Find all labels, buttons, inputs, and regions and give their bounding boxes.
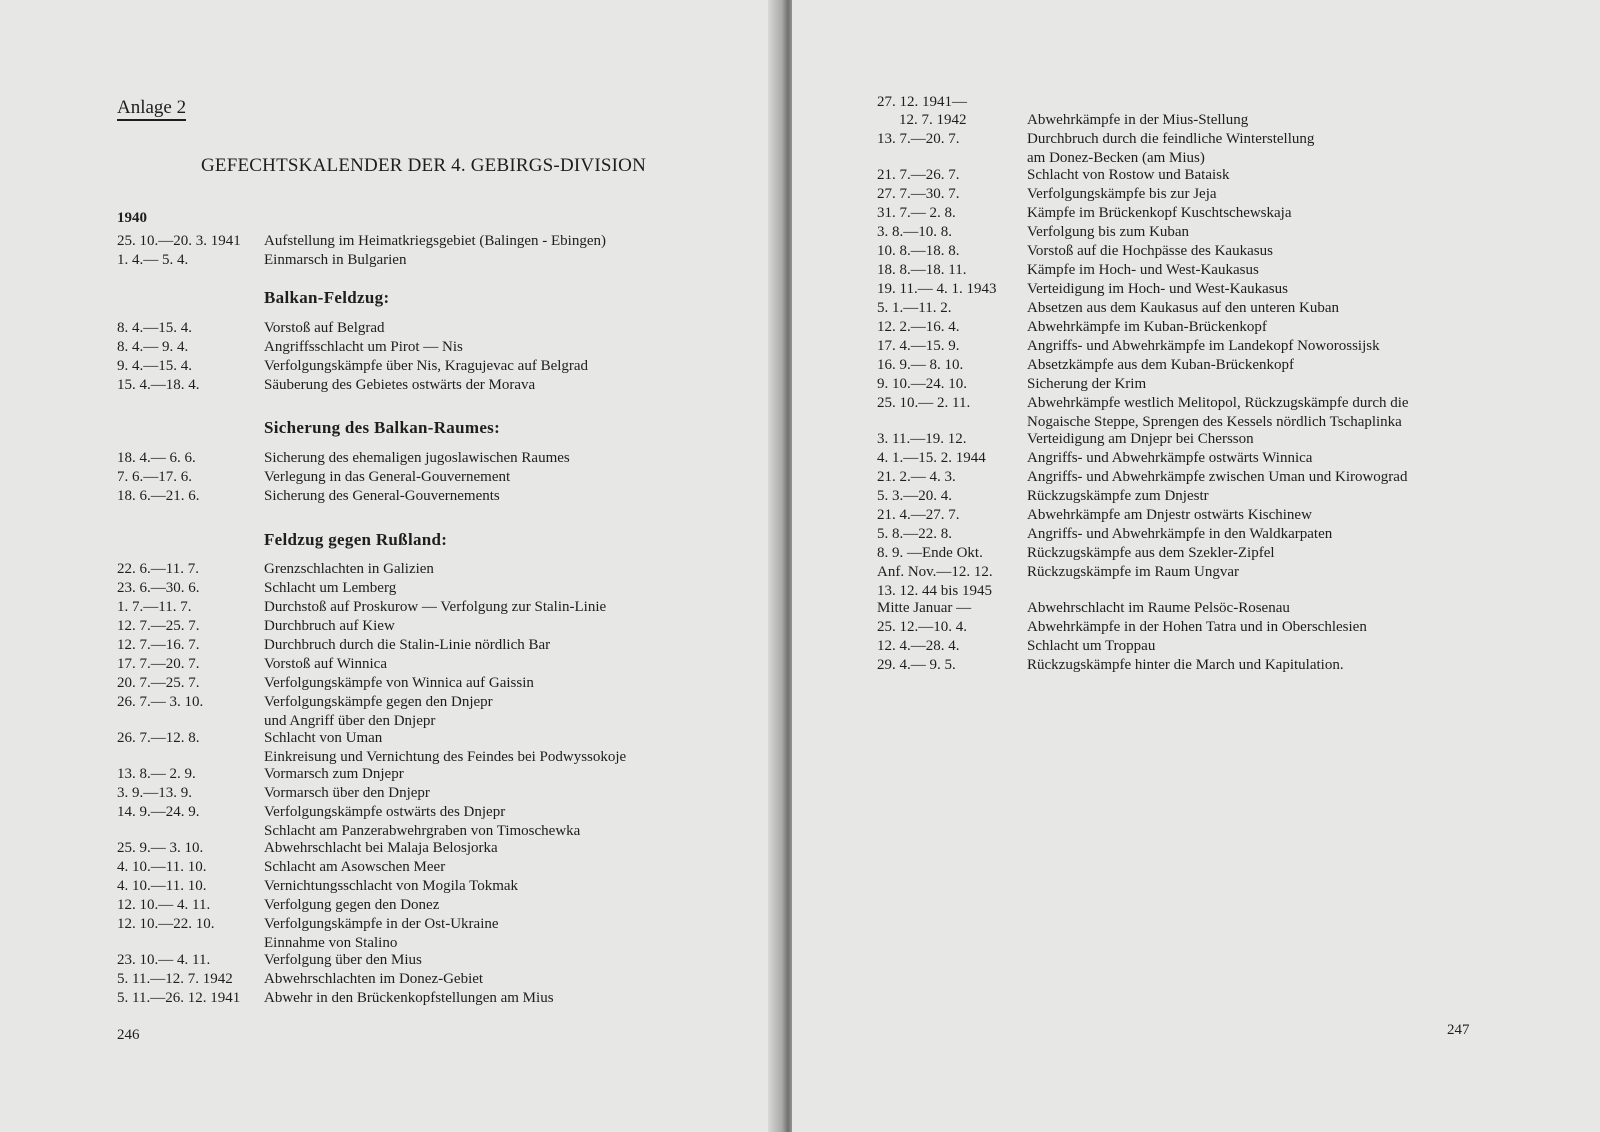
date-range: 23. 6.—30. 6. xyxy=(117,580,200,596)
event-text: Angriffs- und Abwehrkämpfe im Landekopf Noworossijsk xyxy=(1027,338,1380,354)
date-range: 12. 4.—28. 4. xyxy=(877,638,960,654)
date-range: 22. 6.—11. 7. xyxy=(117,561,199,577)
event-text: Vorstoß auf Belgrad xyxy=(264,320,385,336)
event-text: Abwehrschlacht bei Malaja Belosjorka xyxy=(264,840,498,856)
event-text: Absetzkämpfe aus dem Kuban-Brückenkopf xyxy=(1027,357,1294,373)
page-title: GEFECHTSKALENDER DER 4. GEBIRGS-DIVISION xyxy=(201,155,646,176)
date-range: 8. 4.—15. 4. xyxy=(117,320,192,336)
date-range: 8. 4.— 9. 4. xyxy=(117,339,189,355)
date-range: 10. 8.—18. 8. xyxy=(877,243,960,259)
section-heading-balkan: Balkan-Feldzug: xyxy=(264,288,390,307)
event-text: Verfolgung bis zum Kuban xyxy=(1027,224,1190,240)
event-text-continued: Schlacht am Panzerabwehrgraben von Timoschewka xyxy=(264,823,581,839)
date-range: 13. 12. 44 bis 1945 xyxy=(877,583,993,599)
date-range: 15. 4.—18. 4. xyxy=(117,377,200,393)
date-range: 16. 9.— 8. 10. xyxy=(877,357,964,373)
date-range: 20. 7.—25. 7. xyxy=(117,675,200,691)
event-text: Schlacht um Troppau xyxy=(1027,638,1156,654)
event-text: Abwehrkämpfe im Kuban-Brückenkopf xyxy=(1027,319,1267,335)
event-text: Rückzugskämpfe im Raum Ungvar xyxy=(1027,564,1240,580)
event-text-continued: Nogaische Steppe, Sprengen des Kessels nördlich Tschaplinka xyxy=(1027,414,1402,430)
event-text: Sicherung des General-Gouvernements xyxy=(264,488,500,504)
date-range: 17. 4.—15. 9. xyxy=(877,338,960,354)
date-range: 26. 7.— 3. 10. xyxy=(117,694,204,710)
event-text: Verfolgungskämpfe gegen den Dnjepr xyxy=(264,694,493,710)
event-text: Absetzen aus dem Kaukasus auf den unteren Kuban xyxy=(1027,300,1339,316)
date-range: 3. 8.—10. 8. xyxy=(877,224,952,240)
date-range: 12. 10.— 4. 11. xyxy=(117,897,211,913)
date-range: 5. 11.—12. 7. 1942 xyxy=(117,971,233,987)
event-text: Schlacht um Lemberg xyxy=(264,580,397,596)
date-range: 12. 7. 1942 xyxy=(899,112,967,128)
date-range: 25. 9.— 3. 10. xyxy=(117,840,204,856)
event-text: Aufstellung im Heimatkriegsgebiet (Balingen - Ebingen) xyxy=(264,233,606,249)
date-range: 12. 10.—22. 10. xyxy=(117,916,215,932)
date-range: 21. 7.—26. 7. xyxy=(877,167,960,183)
date-range: 4. 10.—11. 10. xyxy=(117,878,207,894)
date-range: 18. 8.—18. 11. xyxy=(877,262,967,278)
event-text: Verfolgungskämpfe ostwärts des Dnjepr xyxy=(264,804,506,820)
event-text: Abwehrschlachten im Donez-Gebiet xyxy=(264,971,484,987)
event-text: Rückzugskämpfe aus dem Szekler-Zipfel xyxy=(1027,545,1275,561)
event-text-continued: und Angriff über den Dnjepr xyxy=(264,713,436,729)
date-range: 7. 6.—17. 6. xyxy=(117,469,192,485)
event-text: Säuberung des Gebietes ostwärts der Morava xyxy=(264,377,536,393)
event-text: Verteidigung im Hoch- und West-Kaukasus xyxy=(1027,281,1288,297)
date-range: 18. 4.— 6. 6. xyxy=(117,450,196,466)
event-text: Schlacht von Rostow und Bataisk xyxy=(1027,167,1230,183)
date-range: 25. 10.— 2. 11. xyxy=(877,395,971,411)
section-heading-sicherung: Sicherung des Balkan-Raumes: xyxy=(264,418,501,437)
date-range: 8. 9. —Ende Okt. xyxy=(877,545,983,561)
event-text: Durchstoß auf Proskurow — Verfolgung zur Stalin-Linie xyxy=(264,599,607,615)
date-range: 5. 11.—26. 12. 1941 xyxy=(117,990,241,1006)
event-text: Grenzschlachten in Galizien xyxy=(264,561,434,577)
date-range: 18. 6.—21. 6. xyxy=(117,488,200,504)
event-text: Abwehr in den Brückenkopfstellungen am Mius xyxy=(264,990,554,1006)
date-range: 27. 7.—30. 7. xyxy=(877,186,960,202)
event-text: Verfolgung über den Mius xyxy=(264,952,422,968)
left-page xyxy=(0,0,784,1132)
right-page xyxy=(792,0,1600,1132)
event-text: Angriffs- und Abwehrkämpfe in den Waldkarpaten xyxy=(1027,526,1333,542)
date-range: Anf. Nov.—12. 12. xyxy=(877,564,993,580)
date-range: 5. 3.—20. 4. xyxy=(877,488,952,504)
event-text: Abwehrkämpfe am Dnjestr ostwärts Kischinew xyxy=(1027,507,1312,523)
appendix-label: Anlage 2 xyxy=(117,97,186,121)
date-range: 1. 7.—11. 7. xyxy=(117,599,192,615)
event-text: Verlegung in das General-Gouvernement xyxy=(264,469,511,485)
date-range: 25. 12.—10. 4. xyxy=(877,619,967,635)
event-text: Rückzugskämpfe hinter die March und Kapitulation. xyxy=(1027,657,1344,673)
event-text: Angriffs- und Abwehrkämpfe zwischen Uman und Kirowograd xyxy=(1027,469,1408,485)
event-text: Verteidigung am Dnjepr bei Chersson xyxy=(1027,431,1254,447)
event-text: Verfolgungskämpfe in der Ost-Ukraine xyxy=(264,916,499,932)
page-number-right: 247 xyxy=(1447,1022,1470,1038)
event-text: Schlacht von Uman xyxy=(264,730,383,746)
date-range: 3. 11.—19. 12. xyxy=(877,431,967,447)
date-range: 27. 12. 1941— xyxy=(877,94,967,110)
event-text: Einmarsch in Bulgarien xyxy=(264,252,407,268)
date-range: 29. 4.— 9. 5. xyxy=(877,657,956,673)
date-range: 12. 2.—16. 4. xyxy=(877,319,960,335)
event-text: Vormarsch zum Dnjepr xyxy=(264,766,404,782)
date-range: 1. 4.— 5. 4. xyxy=(117,252,189,268)
date-range: 21. 2.— 4. 3. xyxy=(877,469,956,485)
date-range: 21. 4.—27. 7. xyxy=(877,507,960,523)
event-text: Kämpfe im Hoch- und West-Kaukasus xyxy=(1027,262,1259,278)
event-text: Vorstoß auf Winnica xyxy=(264,656,387,672)
event-text: Abwehrkämpfe westlich Melitopol, Rückzugskämpfe durch die xyxy=(1027,395,1409,411)
event-text: Rückzugskämpfe zum Dnjestr xyxy=(1027,488,1209,504)
event-text: Verfolgung gegen den Donez xyxy=(264,897,440,913)
date-range: Mitte Januar — xyxy=(877,600,972,616)
event-text: Vorstoß auf die Hochpässe des Kaukasus xyxy=(1027,243,1273,259)
event-text: Sicherung des ehemaligen jugoslawischen Raumes xyxy=(264,450,570,466)
date-range: 26. 7.—12. 8. xyxy=(117,730,200,746)
event-text: Durchbruch durch die feindliche Winterstellung xyxy=(1027,131,1315,147)
event-text: Vormarsch über den Dnjepr xyxy=(264,785,430,801)
event-text-continued: Einnahme von Stalino xyxy=(264,935,398,951)
date-range: 13. 8.— 2. 9. xyxy=(117,766,196,782)
date-range: 5. 1.—11. 2. xyxy=(877,300,952,316)
event-text: Angriffsschlacht um Pirot — Nis xyxy=(264,339,463,355)
year-heading: 1940 xyxy=(117,210,147,226)
date-range: 9. 10.—24. 10. xyxy=(877,376,967,392)
date-range: 4. 10.—11. 10. xyxy=(117,859,207,875)
date-range: 12. 7.—16. 7. xyxy=(117,637,200,653)
event-text: Vernichtungsschlacht von Mogila Tokmak xyxy=(264,878,519,894)
event-text: Abwehrkämpfe in der Mius-Stellung xyxy=(1027,112,1249,128)
date-range: 9. 4.—15. 4. xyxy=(117,358,192,374)
event-text: Durchbruch durch die Stalin-Linie nördlich Bar xyxy=(264,637,551,653)
date-range: 12. 7.—25. 7. xyxy=(117,618,200,634)
event-text: Abwehrkämpfe in der Hohen Tatra und in Oberschlesien xyxy=(1027,619,1367,635)
event-text: Verfolgungskämpfe bis zur Jeja xyxy=(1027,186,1217,202)
event-text: Kämpfe im Brückenkopf Kuschtschewskaja xyxy=(1027,205,1292,221)
event-text: Durchbruch auf Kiew xyxy=(264,618,395,634)
date-range: 23. 10.— 4. 11. xyxy=(117,952,211,968)
date-range: 17. 7.—20. 7. xyxy=(117,656,200,672)
event-text: Sicherung der Krim xyxy=(1027,376,1147,392)
event-text: Abwehrschlacht im Raume Pelsöc-Rosenau xyxy=(1027,600,1290,616)
page-number-left: 246 xyxy=(117,1027,140,1043)
date-range: 13. 7.—20. 7. xyxy=(877,131,960,147)
date-range: 25. 10.—20. 3. 1941 xyxy=(117,233,241,249)
section-heading-russland: Feldzug gegen Rußland: xyxy=(264,530,448,549)
date-range: 5. 8.—22. 8. xyxy=(877,526,952,542)
date-range: 14. 9.—24. 9. xyxy=(117,804,200,820)
date-range: 4. 1.—15. 2. 1944 xyxy=(877,450,986,466)
date-range: 31. 7.— 2. 8. xyxy=(877,205,956,221)
event-text: Verfolgungskämpfe über Nis, Kragujevac auf Belgrad xyxy=(264,358,589,374)
event-text: Verfolgungskämpfe von Winnica auf Gaissin xyxy=(264,675,534,691)
event-text-continued: am Donez-Becken (am Mius) xyxy=(1027,150,1205,166)
event-text: Angriffs- und Abwehrkämpfe ostwärts Winnica xyxy=(1027,450,1313,466)
event-text: Schlacht am Asowschen Meer xyxy=(264,859,446,875)
event-text-continued: Einkreisung und Vernichtung des Feindes bei Podwyssokoje xyxy=(264,749,627,765)
date-range: 3. 9.—13. 9. xyxy=(117,785,192,801)
date-range: 19. 11.— 4. 1. 1943 xyxy=(877,281,997,297)
